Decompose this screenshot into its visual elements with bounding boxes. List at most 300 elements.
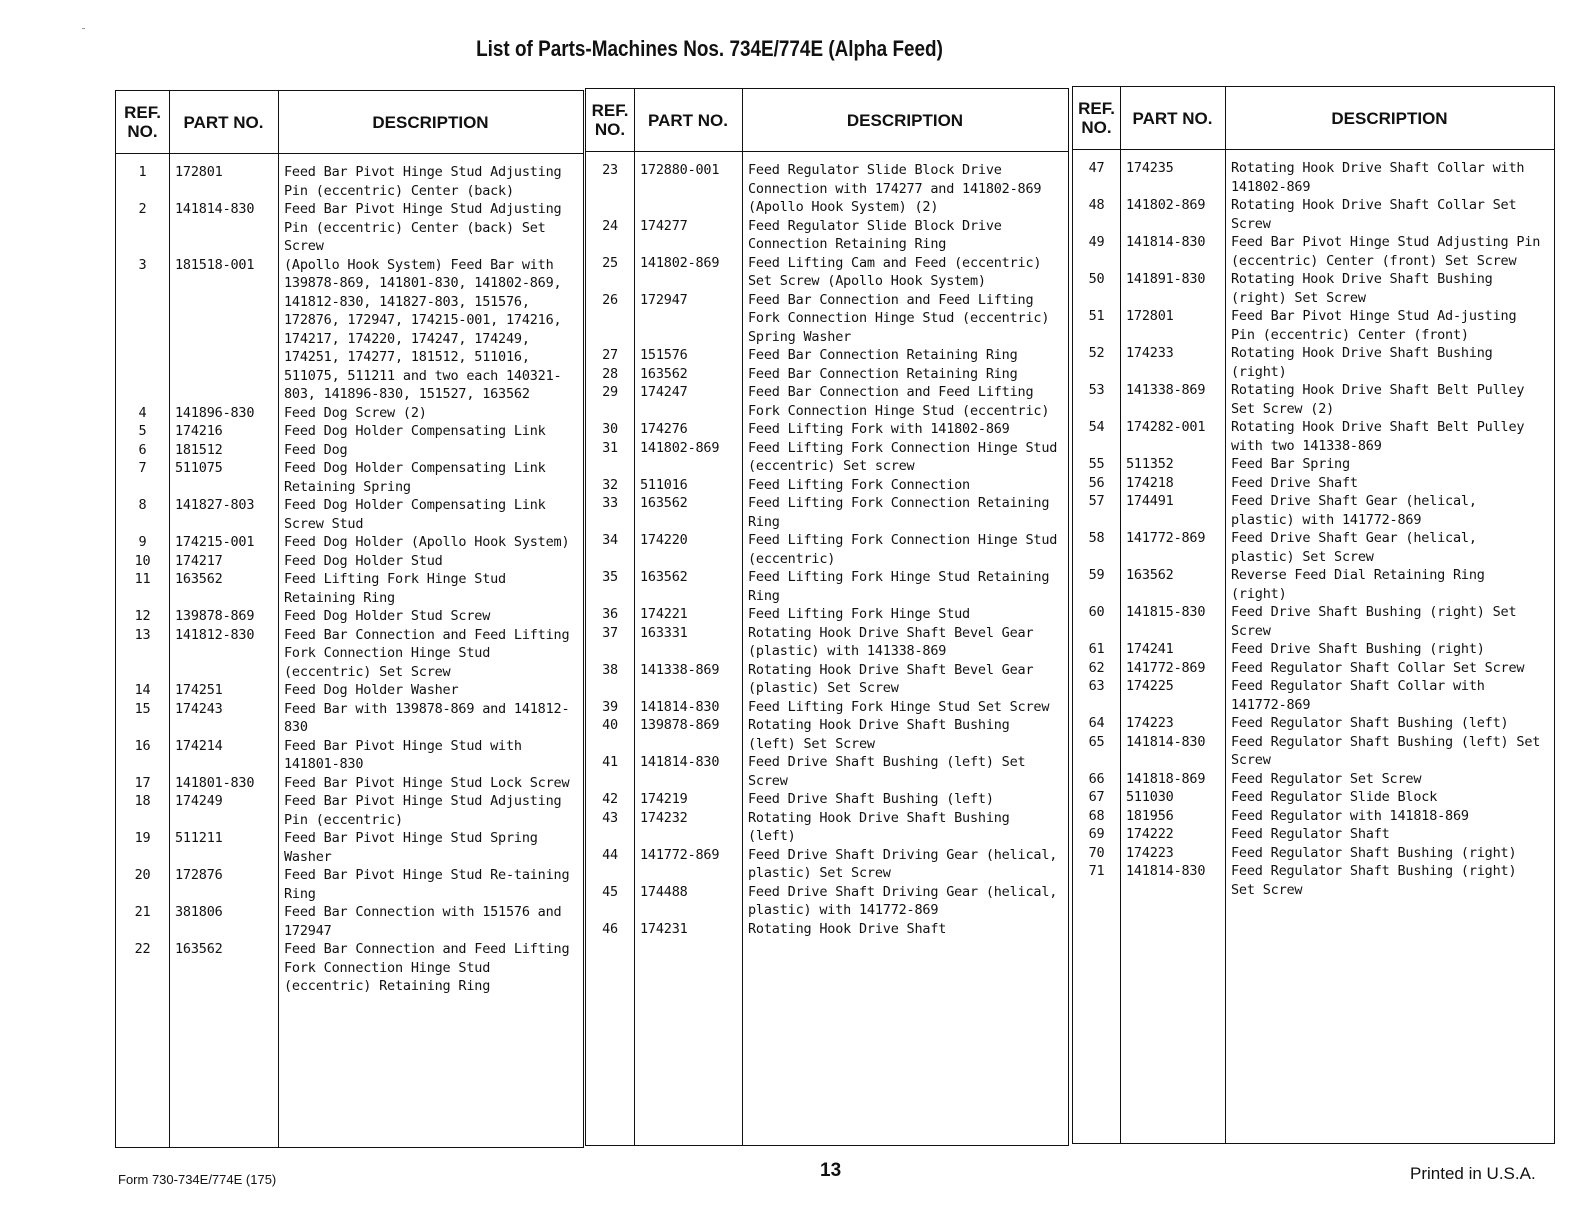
ref-no: 51: [1088, 308, 1105, 324]
description: Feed Bar Spring: [1231, 456, 1350, 472]
ref-no: 63: [1088, 678, 1105, 694]
ref-no: 68: [1088, 807, 1105, 824]
part-no: 151576: [640, 347, 688, 363]
description: Reverse Feed Dial Retaining Ring (right): [1231, 567, 1485, 602]
part-no: 174247: [640, 384, 688, 400]
description: Feed Bar Connection and Feed Lifting Fork Connection Hinge Stud (eccentric): [748, 384, 1050, 419]
part-no: 174277: [640, 217, 688, 234]
table-row: [586, 161, 1068, 217]
ref-no: 13: [134, 626, 151, 643]
description: Feed Lifting Fork Connection Hinge Stud (eccentric): [748, 532, 1058, 567]
description: Feed Bar Pivot Hinge Stud Adjusting Pin (eccentric) Center (back): [284, 164, 562, 199]
part-no: 174215-001: [175, 534, 255, 550]
description: Feed Regulator Shaft Bushing (left) Set Screw: [1231, 733, 1541, 768]
part-no: 141772-869: [1126, 659, 1206, 676]
header-desc: DESCRIPTION: [372, 112, 489, 132]
ref-no: 27: [602, 347, 618, 363]
ref-no: 30: [602, 421, 618, 437]
ref-no: 5: [138, 423, 147, 439]
ref-no: 28: [602, 365, 618, 382]
ref-no: 20: [134, 867, 151, 883]
ref-no: 67: [1088, 789, 1105, 805]
table-row: [586, 254, 1068, 291]
part-no: 174218: [1126, 474, 1174, 491]
table-row: [1073, 381, 1554, 418]
ref-no: 50: [1088, 271, 1105, 287]
table-row: [586, 698, 1068, 717]
part-no: 163562: [175, 571, 223, 587]
ref-no: 1: [138, 164, 147, 180]
table-row: [116, 737, 583, 774]
description: Feed Regulator Slide Block Drive Connection with 174277 and 141802-869 (Apollo Hook System) (2): [748, 162, 1042, 215]
description: Feed Lifting Fork Connection Hinge Stud (eccentric) Set screw: [748, 439, 1058, 474]
part-no: 174243: [175, 700, 223, 717]
ref-no: 58: [1088, 530, 1105, 546]
description: Feed Lifting Fork Hinge Stud Retaining Ring: [284, 571, 506, 606]
header-part: PART NO.: [648, 110, 728, 130]
ref-no: 8: [138, 497, 147, 513]
description: Feed Dog Holder Washer: [284, 682, 459, 698]
description: Feed Drive Shaft Driving Gear (helical, plastic) with 141772-869: [748, 883, 1058, 918]
part-no: 172876: [175, 867, 223, 883]
ref-no: 42: [602, 791, 618, 807]
part-no: 141802-869: [640, 439, 720, 456]
part-no: 141772-869: [640, 846, 720, 863]
table-row: [1073, 733, 1554, 770]
part-no: 511030: [1126, 789, 1174, 805]
description: Feed Drive Shaft Bushing (right) Set Screw: [1231, 604, 1517, 639]
table-header: [116, 91, 583, 154]
part-no: 174488: [640, 883, 688, 900]
table-row: [586, 531, 1068, 568]
table-row: [586, 217, 1068, 254]
table-row: [1073, 159, 1554, 196]
ref-no: 65: [1088, 733, 1105, 750]
description: Rotating Hook Drive Shaft: [748, 920, 947, 937]
part-no: 181518-001: [175, 256, 255, 273]
part-no: 141814-830: [1126, 234, 1206, 250]
table-row: [116, 459, 583, 496]
table-row: [586, 476, 1068, 495]
part-no: 511016: [640, 476, 688, 493]
part-no: 174231: [640, 920, 688, 937]
part-no: 181956: [1126, 807, 1174, 824]
part-no: 181512: [175, 441, 223, 458]
description: Feed Lifting Fork Connection: [748, 476, 970, 493]
description: Feed Bar Pivot Hinge Stud Re-taining Ring: [284, 867, 570, 902]
table-row: [586, 883, 1068, 920]
ref-no: 19: [134, 830, 151, 846]
description: Feed Dog Holder Compensating Link Retaining Spring: [284, 460, 546, 495]
description: Feed Bar Pivot Hinge Stud Ad-justing Pin (eccentric) Center (front): [1231, 308, 1517, 343]
part-no: 174282-001: [1126, 419, 1206, 435]
table-row: [1073, 825, 1554, 844]
table-row: [116, 940, 583, 996]
part-no: 141827-803: [175, 497, 255, 513]
table-row: [586, 291, 1068, 347]
description: Feed Bar Connection and Feed Lifting Fork Connection Hinge Stud (eccentric) Set Screw: [284, 626, 570, 680]
part-no: 174216: [175, 423, 223, 439]
description: Rotating Hook Drive Shaft Bushing (left) Set Screw: [748, 717, 1010, 752]
description: Rotating Hook Drive Shaft Belt Pulley Set Screw (2): [1231, 382, 1525, 417]
ref-no: 39: [602, 698, 618, 715]
part-no: 174220: [640, 532, 688, 548]
part-no: 141814-830: [1126, 733, 1206, 750]
ref-no: 46: [602, 920, 618, 937]
table-row: [586, 494, 1068, 531]
ref-no: 4: [138, 404, 147, 421]
description: Feed Bar Connection Retaining Ring: [748, 365, 1018, 382]
description: Feed Bar Pivot Hinge Stud Lock Screw: [284, 774, 570, 791]
description: Feed Lifting Fork Connection Retaining Ring: [748, 495, 1050, 530]
ref-no: 2: [138, 201, 147, 217]
description: Feed Bar Pivot Hinge Stud with 141801-830: [284, 737, 522, 772]
part-no: 174251: [175, 682, 223, 698]
description: Rotating Hook Drive Shaft Collar with 141802-869: [1231, 160, 1525, 195]
table-row: [1073, 270, 1554, 307]
part-no: 141812-830: [175, 626, 255, 643]
ref-no: 21: [134, 904, 151, 920]
scan-speck: [82, 28, 85, 29]
ref-no: 53: [1088, 382, 1105, 398]
header-ref: REF. NO.: [124, 103, 161, 141]
table-row: [586, 809, 1068, 846]
page-title: List of Parts-Machines Nos. 734E/774E (Alpha Feed): [476, 36, 943, 61]
table-row: [1073, 677, 1554, 714]
ref-no: 12: [134, 608, 151, 624]
table-row: [586, 439, 1068, 476]
ref-no: 69: [1088, 826, 1105, 842]
table-row: [116, 404, 583, 423]
part-no: 141896-830: [175, 404, 255, 421]
table-row: [116, 774, 583, 793]
ref-no: 41: [602, 754, 618, 770]
part-no: 141814-830: [640, 698, 720, 715]
description: Feed Drive Shaft Driving Gear (helical, plastic) Set Screw: [748, 846, 1058, 881]
description: Feed Bar Pivot Hinge Stud Adjusting Pin (eccentric): [284, 793, 562, 828]
ref-no: 44: [602, 846, 618, 863]
table-row: [116, 607, 583, 626]
ref-no: 35: [602, 569, 618, 585]
header-desc: DESCRIPTION: [1331, 108, 1448, 128]
table-row: [116, 163, 583, 200]
table-row: [586, 346, 1068, 365]
ref-no: 45: [602, 883, 618, 900]
table-row: [1073, 492, 1554, 529]
ref-no: 66: [1088, 770, 1105, 787]
ref-no: 56: [1088, 474, 1105, 491]
table-row: [116, 626, 583, 682]
table-row: [1073, 529, 1554, 566]
table-row: [116, 700, 583, 737]
description: Rotating Hook Drive Shaft Bushing (left): [748, 809, 1010, 844]
ref-no: 47: [1088, 160, 1105, 176]
parts-table-1: [115, 90, 584, 1148]
ref-no: 49: [1088, 234, 1105, 250]
table-header: [586, 89, 1068, 152]
table-row: [1073, 455, 1554, 474]
table-row: [586, 365, 1068, 384]
description: Feed Regulator Shaft Collar Set Screw: [1231, 659, 1525, 676]
part-no: 381806: [175, 904, 223, 920]
description: Feed Regulator Slide Block: [1231, 789, 1438, 805]
table-row: [116, 496, 583, 533]
part-no: 174235: [1126, 160, 1174, 176]
part-no: 172880-001: [640, 162, 720, 178]
table-row: [1073, 788, 1554, 807]
description: Feed Lifting Cam and Feed (eccentric) Set Screw (Apollo Hook System): [748, 254, 1042, 289]
printed-in: Printed in U.S.A.: [1410, 1164, 1536, 1183]
description: Feed Bar Connection with 151576 and 172947: [284, 904, 562, 939]
table-row: [586, 624, 1068, 661]
ref-no: 29: [602, 384, 618, 400]
ref-no: 14: [134, 682, 151, 698]
table-row: [1073, 714, 1554, 733]
description: Feed Lifting Fork Hinge Stud Set Screw: [748, 698, 1050, 715]
part-no: 141801-830: [175, 774, 255, 791]
part-no: 163331: [640, 624, 688, 641]
part-no: 511075: [175, 460, 223, 476]
ref-no: 57: [1088, 493, 1105, 509]
description: Feed Lifting Fork Hinge Stud: [748, 606, 970, 622]
part-no: 174491: [1126, 493, 1174, 509]
part-no: 172801: [175, 164, 223, 180]
table-row: [1073, 418, 1554, 455]
parts-table-3: [1072, 86, 1555, 1144]
ref-no: 37: [602, 624, 618, 641]
description: Feed Regulator Shaft Collar with 141772-869: [1231, 678, 1485, 713]
header-part: PART NO.: [1132, 108, 1213, 128]
table-row: [1073, 474, 1554, 493]
part-no: 141338-869: [1126, 382, 1206, 398]
table-row: [116, 533, 583, 552]
description: (Apollo Hook System) Feed Bar with 139878-869, 141801-830, 141802-869, 141812-830, 141827-803, 151576, 172876, 172947, 174215-001, 174216, 174217, 174220, 174247, 174249, 174251, 174277, 181512, 511016, 511075, 511211 and two each 140321-803, 141896-830, 151527, 163562: [284, 256, 562, 402]
part-no: 141814-830: [175, 201, 255, 217]
part-no: 174233: [1126, 345, 1174, 361]
form-number: Form 730-734E/774E (175): [118, 1172, 277, 1187]
table-row: [586, 383, 1068, 420]
description: Rotating Hook Drive Shaft Belt Pulley with two 141338-869: [1231, 419, 1525, 454]
description: Feed Regulator Slide Block Drive Connection Retaining Ring: [748, 217, 1002, 252]
ref-no: 22: [134, 941, 151, 957]
ref-no: 55: [1088, 456, 1105, 472]
ref-no: 26: [602, 291, 618, 308]
part-no: 174219: [640, 791, 688, 807]
table-row: [116, 256, 583, 404]
part-no: 174221: [640, 606, 688, 622]
ref-no: 38: [602, 661, 618, 678]
table-row: [1073, 807, 1554, 826]
ref-no: 31: [602, 439, 618, 456]
description: Feed Regulator Set Screw: [1231, 770, 1422, 787]
description: Feed Regulator Shaft Bushing (left): [1231, 715, 1509, 731]
ref-no: 23: [602, 162, 618, 178]
description: Feed Bar Pivot Hinge Stud Adjusting Pin (eccentric) Center (front) Set Screw: [1231, 234, 1541, 269]
page-number: 13: [820, 1160, 842, 1181]
part-no: 163562: [640, 495, 688, 511]
table-rows: [116, 153, 583, 1147]
ref-no: 48: [1088, 197, 1105, 213]
description: Feed Dog: [284, 441, 348, 458]
table-row: [1073, 770, 1554, 789]
header-part: PART NO.: [183, 112, 264, 132]
table-row: [116, 866, 583, 903]
part-no: 511352: [1126, 456, 1174, 472]
table-row: [1073, 307, 1554, 344]
table-row: [116, 200, 583, 256]
table-row: [116, 552, 583, 571]
parts-table-2: [585, 88, 1069, 1146]
ref-no: 36: [602, 606, 618, 622]
description: Feed Dog Holder Stud: [284, 552, 443, 569]
description: Rotating Hook Drive Shaft Bushing (right): [1231, 345, 1493, 380]
table-row: [1073, 344, 1554, 381]
part-no: 174225: [1126, 678, 1174, 694]
ref-no: 32: [602, 476, 618, 493]
ref-no: 10: [134, 552, 151, 569]
part-no: 141338-869: [640, 661, 720, 678]
ref-no: 3: [138, 256, 147, 273]
ref-no: 59: [1088, 567, 1105, 583]
part-no: 141815-830: [1126, 604, 1206, 620]
ref-no: 62: [1088, 659, 1105, 676]
table-row: [1073, 862, 1554, 899]
description: Rotating Hook Drive Shaft Bevel Gear (plastic) with 141338-869: [748, 624, 1034, 659]
ref-no: 6: [138, 441, 147, 458]
description: Feed Lifting Fork Hinge Stud Retaining Ring: [748, 569, 1050, 604]
part-no: 163562: [640, 569, 688, 585]
ref-no: 9: [138, 534, 147, 550]
ref-no: 60: [1088, 604, 1105, 620]
part-no: 163562: [1126, 567, 1174, 583]
table-row: [586, 846, 1068, 883]
part-no: 174223: [1126, 844, 1174, 861]
ref-no: 25: [602, 254, 618, 271]
ref-no: 34: [602, 532, 618, 548]
table-row: [586, 605, 1068, 624]
part-no: 141891-830: [1126, 271, 1206, 287]
part-no: 141818-869: [1126, 770, 1206, 787]
table-row: [586, 753, 1068, 790]
part-no: 141772-869: [1126, 530, 1206, 546]
ref-no: 33: [602, 495, 618, 511]
table-rows: [1073, 149, 1554, 1143]
description: Feed Lifting Fork with 141802-869: [748, 421, 1010, 437]
description: Feed Dog Holder Compensating Link Screw Stud: [284, 497, 546, 532]
table-row: [1073, 659, 1554, 678]
table-row: [586, 716, 1068, 753]
header-ref: REF. NO.: [1078, 99, 1115, 137]
ref-no: 52: [1088, 345, 1105, 361]
table-row: [1073, 844, 1554, 863]
part-no: 141802-869: [1126, 197, 1206, 213]
table-row: [1073, 566, 1554, 603]
table-header: [1073, 87, 1554, 150]
part-no: 141814-830: [640, 754, 720, 770]
description: Rotating Hook Drive Shaft Bushing (right) Set Screw: [1231, 271, 1493, 306]
description: Feed Regulator with 141818-869: [1231, 807, 1469, 824]
table-row: [586, 790, 1068, 809]
description: Feed Bar Connection and Feed Lifting Fork Connection Hinge Stud (eccentric) Retaining Ring: [284, 941, 570, 994]
table-row: [586, 420, 1068, 439]
table-row: [1073, 196, 1554, 233]
description: Feed Drive Shaft Bushing (left) Set Screw: [748, 754, 1026, 789]
part-no: 141802-869: [640, 254, 720, 271]
part-no: 174276: [640, 421, 688, 437]
description: Rotating Hook Drive Shaft Bevel Gear (plastic) Set Screw: [748, 661, 1034, 696]
ref-no: 70: [1088, 844, 1105, 861]
part-no: 511211: [175, 830, 223, 846]
ref-no: 11: [134, 571, 151, 587]
table-row: [1073, 640, 1554, 659]
header-ref: REF. NO.: [591, 101, 629, 139]
description: Feed Regulator Shaft Bushing (right): [1231, 844, 1517, 861]
description: Feed Bar with 139878-869 and 141812-830: [284, 700, 570, 735]
part-no: 172947: [640, 291, 688, 308]
part-no: 141814-830: [1126, 863, 1206, 879]
part-no: 174232: [640, 809, 688, 826]
table-row: [116, 829, 583, 866]
table-rows: [586, 151, 1068, 1145]
description: Feed Dog Holder Stud Screw: [284, 608, 491, 624]
part-no: 139878-869: [175, 608, 255, 624]
ref-no: 40: [602, 717, 618, 733]
description: Rotating Hook Drive Shaft Collar Set Screw: [1231, 197, 1517, 232]
table-row: [116, 792, 583, 829]
table-row: [586, 920, 1068, 939]
table-row: [586, 661, 1068, 698]
part-no: 172801: [1126, 308, 1174, 324]
part-no: 174214: [175, 737, 223, 754]
ref-no: 64: [1088, 715, 1105, 731]
table-row: [586, 568, 1068, 605]
ref-no: 54: [1088, 419, 1105, 435]
description: Feed Dog Holder Compensating Link: [284, 423, 546, 439]
table-row: [116, 903, 583, 940]
ref-no: 15: [134, 700, 151, 717]
part-no: 174223: [1126, 715, 1174, 731]
description: Feed Dog Holder (Apollo Hook System): [284, 534, 570, 550]
part-no: 174249: [175, 793, 223, 809]
description: Feed Drive Shaft Bushing (left): [748, 791, 994, 807]
ref-no: 43: [602, 809, 618, 826]
ref-no: 24: [602, 217, 618, 234]
table-row: [1073, 603, 1554, 640]
part-no: 174241: [1126, 641, 1174, 657]
part-no: 139878-869: [640, 717, 720, 733]
ref-no: 71: [1088, 863, 1105, 879]
ref-no: 61: [1088, 641, 1105, 657]
table-row: [116, 441, 583, 460]
table-row: [1073, 233, 1554, 270]
description: Feed Regulator Shaft Bushing (right) Set Screw: [1231, 863, 1517, 898]
ref-no: 7: [138, 460, 147, 476]
part-no: 174217: [175, 552, 223, 569]
description: Feed Dog Screw (2): [284, 404, 427, 421]
description: Feed Drive Shaft: [1231, 474, 1358, 491]
header-desc: DESCRIPTION: [846, 110, 964, 130]
part-no: 163562: [640, 365, 688, 382]
description: Feed Bar Pivot Hinge Stud Spring Washer: [284, 830, 538, 865]
ref-no: 16: [134, 737, 151, 754]
description: Feed Bar Connection and Feed Lifting Fork Connection Hinge Stud (eccentric) Spring Washer: [748, 291, 1050, 345]
ref-no: 17: [134, 774, 151, 791]
description: Feed Regulator Shaft: [1231, 826, 1390, 842]
part-no: 174222: [1126, 826, 1174, 842]
table-row: [116, 422, 583, 441]
description: Feed Bar Pivot Hinge Stud Adjusting Pin (eccentric) Center (back) Set Screw: [284, 201, 562, 254]
table-row: [116, 570, 583, 607]
